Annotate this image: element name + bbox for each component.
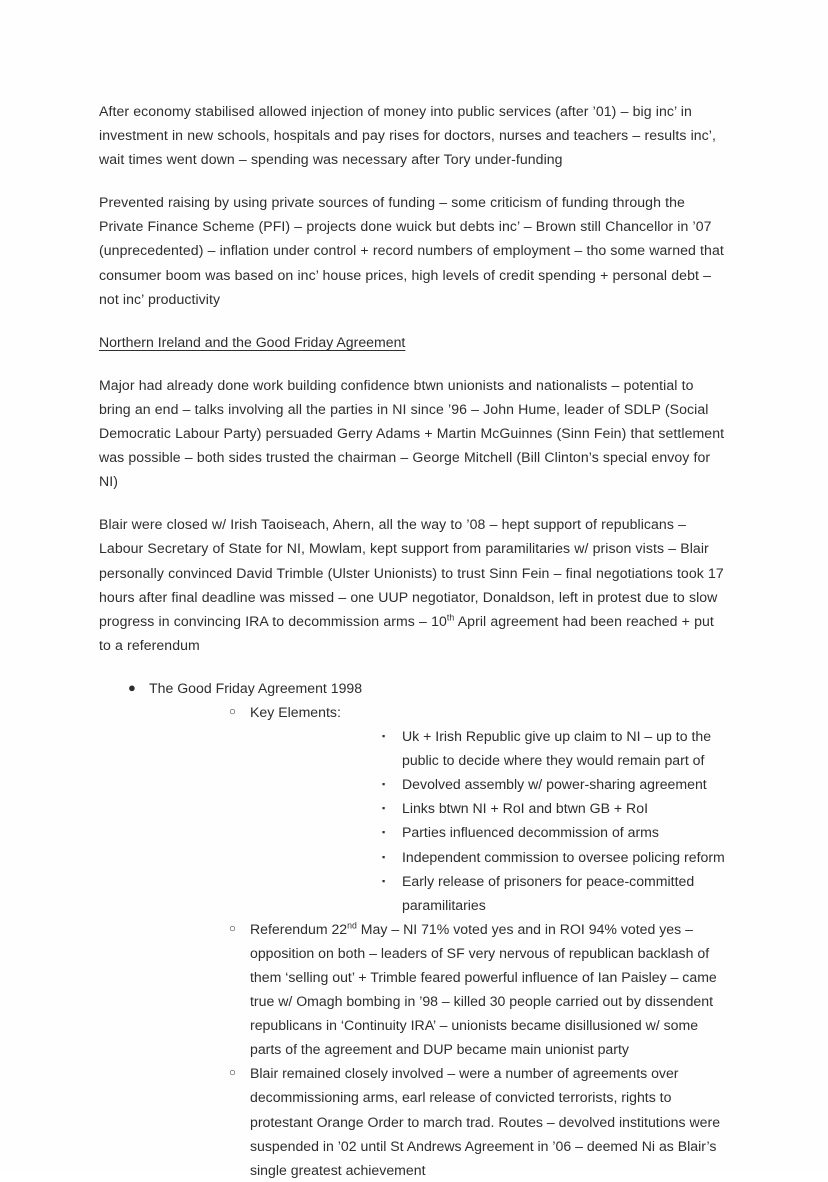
bullet-square-icon: ▪ <box>382 731 386 742</box>
list-item-label: Blair remained closely involved – were a number of agreements over decommissioning arms, earl release of convicted terrorists, rights to protestant Orange Order to march trad. Routes – devolved institutions were suspended in ’02 until St Andrews Agreement in ’06 – deemed Ni as Blair’s single greatest achievement <box>250 1065 721 1178</box>
bullet-circle-icon: ○ <box>229 705 236 718</box>
document-text-column <box>99 99 728 1182</box>
bullet-square-icon: ▪ <box>382 851 386 862</box>
list-item-label: Independent commission to oversee policing reform <box>402 848 725 865</box>
list-item-referendum <box>149 917 728 1062</box>
ordinal-suffix-10th: th <box>446 612 455 622</box>
outline-level-3 <box>250 724 728 917</box>
list-item-label: The Good Friday Agreement 1998 <box>149 679 363 696</box>
list-item-label <box>250 917 728 1062</box>
bullet-square-icon: ▪ <box>382 779 386 790</box>
list-item <box>250 820 728 844</box>
list-item <box>250 869 728 917</box>
list-item <box>250 796 728 820</box>
list-item-blair-involved <box>149 1061 728 1181</box>
list-item-good-friday-agreement <box>99 676 728 1182</box>
paragraph-major: Major had already done work building confidence btwn unionists and nationalists – potential to bring an end – talks involving all the parties in NI since ’96 – John Hume, leader of SDLP (Social Democratic Labour Party) persuaded Gerry Adams + Martin McGuinnes (Sinn Fein) that settlement was possible – both sides trusted the chairman – George Mitchell (Bill Clinton’s special envoy for NI) <box>99 376 725 490</box>
list-item-label: Links btwn NI + RoI and btwn GB + RoI <box>402 800 648 817</box>
paragraph-blair-part2: April agreement had been reached + put to a referendum <box>99 612 714 653</box>
referendum-part2: May – NI 71% voted yes and in ROI 94% voted yes – opposition on both – leaders of SF very nervous of republican backlash of them ‘selling out’ + Trimble feared powerful influence of Ian Paisley – came true w/ Omagh bombing in ’98 – killed 30 people carried out by dissendent republicans in ‘Continuity IRA’ – unionists became disillusioned w/ some parts of the agreement and DUP became main unionist party <box>250 920 717 1058</box>
section-heading-wrapper <box>99 330 728 354</box>
list-item <box>250 845 728 869</box>
paragraph-pfi: Prevented raising by using private sources of funding – some criticism of funding through the Private Finance Scheme (PFI) – projects done wuick but debts inc’ – Brown still Chancellor in ’07 (unprecedented) – inflation under control + record numbers of employment – tho some warned that consumer boom was based on inc’ house prices, high levels of credit spending + personal debt – not inc’ productivity <box>99 194 724 307</box>
list-item-key-elements <box>149 700 728 917</box>
section-heading-northern-ireland: Northern Ireland and the Good Friday Agreement <box>99 333 406 350</box>
list-item-label: Key Elements: <box>250 703 341 720</box>
outline-level-2 <box>149 700 728 1182</box>
paragraph-blair-negotiations <box>99 512 728 657</box>
list-item-label: Early release of prisoners for peace-committed paramilitaries <box>402 872 695 913</box>
outline-level-1 <box>99 676 728 1182</box>
list-item-label: Parties influenced decommission of arms <box>402 824 659 841</box>
bullet-circle-icon: ○ <box>229 922 236 935</box>
referendum-part1: Referendum 22 <box>250 920 348 937</box>
bullet-square-icon: ▪ <box>382 875 386 886</box>
bullet-circle-icon: ○ <box>229 1067 236 1080</box>
list-item <box>250 772 728 796</box>
bullet-square-icon: ▪ <box>382 803 386 814</box>
ordinal-suffix-22nd: nd <box>347 920 357 931</box>
paragraph-economy: After economy stabilised allowed injection of money into public services (after ’01) – big inc’ in investment in new schools, hospitals and pay rises for doctors, nurses and teachers – results inc’, wait times went down – spending was necessary after Tory under-funding <box>99 103 716 168</box>
list-item-label: Uk + Irish Republic give up claim to NI – up to the public to decide where they would remain part of <box>402 728 712 769</box>
list-item <box>250 724 728 772</box>
bullet-square-icon: ▪ <box>382 827 386 838</box>
paragraph-blair-part1: Blair were closed w/ Irish Taoiseach, Ahern, all the way to ’08 – hept support of republicans – Labour Secretary of State for NI, Mowlam, kept support from paramilitaries w/ prison vists – Blair personally convinced David Trimble (Ulster Unionists) to trust Sinn Fein – final negotiations took 17 hours after final deadline was missed – one UUP negotiator, Donaldson, left in protest due to slow progress in convincing IRA to decommission arms – 10 <box>99 516 724 629</box>
list-item-label: Devolved assembly w/ power-sharing agreement <box>402 776 707 793</box>
bullet-disc-icon: ● <box>128 679 136 695</box>
